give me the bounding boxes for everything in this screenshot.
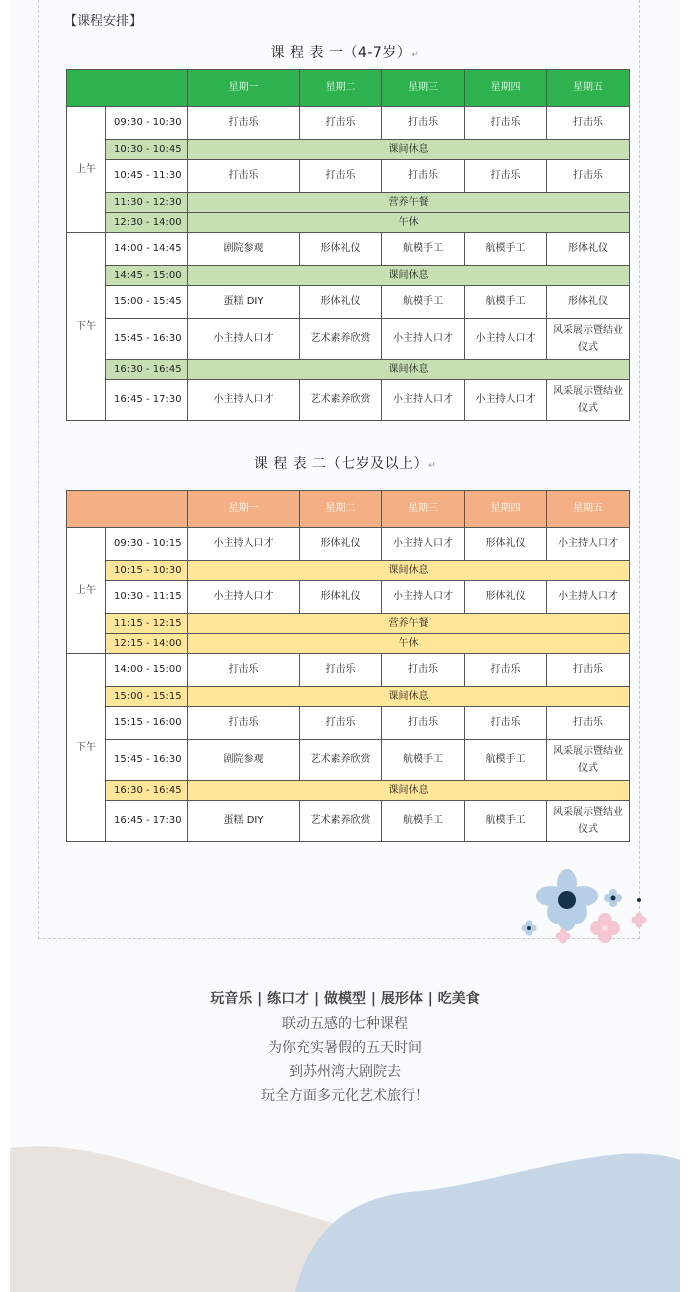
slogan-line-1: 联动五感的七种课程: [282, 1016, 408, 1032]
break-row: [67, 561, 630, 581]
course-cell: 小主持人口才: [465, 319, 547, 360]
weekday-header: 星期二: [300, 70, 382, 107]
time-cell: 15:45 - 16:30: [106, 740, 188, 781]
course-cell: 打击乐: [465, 107, 547, 140]
course-cell: 航模手工: [465, 233, 547, 266]
break-cell: 课间休息: [188, 561, 630, 581]
return-mark-icon: ↵: [428, 461, 437, 471]
time-cell: 14:00 - 15:00: [106, 654, 188, 687]
course-cell: 打击乐: [382, 707, 465, 740]
table1-title-text: 课 程 表 一（4-7岁）: [270, 45, 412, 61]
break-cell: 课间休息: [188, 781, 630, 801]
weekday-header: 星期三: [382, 70, 465, 107]
time-cell: 15:15 - 16:00: [106, 707, 188, 740]
break-row: [67, 140, 630, 160]
time-cell: 14:45 - 15:00: [106, 266, 188, 286]
course-cell: 打击乐: [382, 160, 465, 193]
table-row: [67, 160, 630, 193]
course-cell: 形体礼仪: [300, 581, 382, 614]
course-cell: 打击乐: [547, 707, 630, 740]
time-cell: 14:00 - 14:45: [106, 233, 188, 266]
break-cell: 营养午餐: [188, 614, 630, 634]
weekday-header: 星期二: [300, 491, 382, 528]
course-cell: 小主持人口才: [382, 380, 465, 421]
time-cell: 16:30 - 16:45: [106, 781, 188, 801]
break-row: [67, 266, 630, 286]
course-cell: 形体礼仪: [300, 286, 382, 319]
course-cell: 打击乐: [465, 160, 547, 193]
break-row: [67, 193, 630, 213]
table-row: [67, 319, 630, 360]
course-cell: 蛋糕 DIY: [188, 801, 300, 842]
weekday-header: 星期一: [188, 70, 300, 107]
return-mark-icon: ↵: [411, 50, 420, 60]
schedule-table-2: [66, 490, 630, 842]
course-cell: 打击乐: [382, 654, 465, 687]
time-cell: 12:30 - 14:00: [106, 213, 188, 233]
course-cell: 风采展示暨结业仪式: [547, 801, 630, 842]
course-cell: 航模手工: [465, 740, 547, 781]
weekday-header: 星期五: [547, 70, 630, 107]
weekday-header: 星期三: [382, 491, 465, 528]
table-row: [67, 233, 630, 266]
course-cell: 蛋糕 DIY: [188, 286, 300, 319]
time-cell: 10:45 - 11:30: [106, 160, 188, 193]
course-cell: 打击乐: [300, 707, 382, 740]
schedule-table-1: [66, 69, 630, 421]
table-row: [67, 528, 630, 561]
break-cell: 课间休息: [188, 687, 630, 707]
break-row: [67, 213, 630, 233]
course-cell: 艺术素养欣赏: [300, 380, 382, 421]
break-row: [67, 360, 630, 380]
course-cell: 打击乐: [465, 707, 547, 740]
course-cell: 打击乐: [188, 107, 300, 140]
course-cell: 形体礼仪: [465, 581, 547, 614]
course-cell: 艺术素养欣赏: [300, 740, 382, 781]
course-cell: 打击乐: [547, 107, 630, 140]
course-cell: 小主持人口才: [465, 380, 547, 421]
course-cell: 艺术素养欣赏: [300, 801, 382, 842]
slogan-headline: 玩音乐 | 练口才 | 做模型 | 展形体 | 吃美食: [210, 991, 480, 1007]
course-cell: 打击乐: [300, 160, 382, 193]
course-cell: 小主持人口才: [547, 581, 630, 614]
course-cell: 打击乐: [382, 107, 465, 140]
weekday-header: 星期五: [547, 491, 630, 528]
course-cell: 小主持人口才: [382, 319, 465, 360]
break-row: [67, 634, 630, 654]
wave-decoration: [10, 1120, 680, 1292]
course-cell: 风采展示暨结业仪式: [547, 380, 630, 421]
course-cell: 打击乐: [188, 654, 300, 687]
table1-title: [0, 42, 690, 62]
section-label: 【课程安排】: [64, 14, 143, 29]
slogan-line-2: 为你充实暑假的五天时间: [268, 1040, 422, 1056]
course-cell: 打击乐: [188, 707, 300, 740]
break-cell: 课间休息: [188, 140, 630, 160]
course-cell: 打击乐: [465, 654, 547, 687]
course-cell: 航模手工: [382, 286, 465, 319]
table-row: [67, 107, 630, 140]
time-cell: 12:15 - 14:00: [106, 634, 188, 654]
course-cell: 小主持人口才: [188, 380, 300, 421]
course-cell: 小主持人口才: [188, 319, 300, 360]
header-corner-cell: [67, 70, 188, 107]
time-cell: 16:45 - 17:30: [106, 380, 188, 421]
table2-title: [0, 453, 690, 473]
course-cell: 小主持人口才: [188, 581, 300, 614]
course-cell: 打击乐: [300, 654, 382, 687]
time-cell: 15:45 - 16:30: [106, 319, 188, 360]
course-cell: 小主持人口才: [547, 528, 630, 561]
time-cell: 16:30 - 16:45: [106, 360, 188, 380]
course-cell: 航模手工: [382, 801, 465, 842]
time-cell: 11:15 - 12:15: [106, 614, 188, 634]
course-cell: 小主持人口才: [382, 528, 465, 561]
header-row: [67, 70, 630, 107]
break-row: [67, 614, 630, 634]
break-cell: 营养午餐: [188, 193, 630, 213]
table-row: [67, 380, 630, 421]
break-cell: 午休: [188, 634, 630, 654]
slogan-line-4: 玩全方面多元化艺术旅行！: [261, 1088, 429, 1104]
course-cell: 小主持人口才: [382, 581, 465, 614]
header-row: [67, 491, 630, 528]
table-row: [67, 654, 630, 687]
time-cell: 15:00 - 15:15: [106, 687, 188, 707]
weekday-header: 星期一: [188, 491, 300, 528]
break-cell: 课间休息: [188, 360, 630, 380]
course-cell: 风采展示暨结业仪式: [547, 740, 630, 781]
course-cell: 航模手工: [465, 801, 547, 842]
break-row: [67, 781, 630, 801]
course-cell: 打击乐: [188, 160, 300, 193]
slogan-line-3: 到苏州湾大剧院去: [289, 1064, 401, 1080]
break-cell: 午休: [188, 213, 630, 233]
course-cell: 航模手工: [465, 286, 547, 319]
break-row: [67, 687, 630, 707]
time-cell: 10:30 - 11:15: [106, 581, 188, 614]
time-cell: 16:45 - 17:30: [106, 801, 188, 842]
header-corner-cell: [67, 491, 188, 528]
course-cell: 艺术素养欣赏: [300, 319, 382, 360]
morning-period-label: 上午: [67, 107, 106, 233]
course-cell: 剧院参观: [188, 740, 300, 781]
table-row: [67, 707, 630, 740]
course-cell: 航模手工: [382, 740, 465, 781]
table2-title-text: 课 程 表 二（七岁及以上）: [253, 456, 429, 472]
course-cell: 形体礼仪: [547, 233, 630, 266]
weekday-header: 星期四: [465, 491, 547, 528]
table-row: [67, 286, 630, 319]
table-row: [67, 581, 630, 614]
course-cell: 打击乐: [300, 107, 382, 140]
break-cell: 课间休息: [188, 266, 630, 286]
weekday-header: 星期四: [465, 70, 547, 107]
course-cell: 风采展示暨结业仪式: [547, 319, 630, 360]
afternoon-period-label: 下午: [67, 233, 106, 421]
flower-decoration-icon: [515, 868, 655, 948]
table-row: [67, 740, 630, 781]
time-cell: 11:30 - 12:30: [106, 193, 188, 213]
time-cell: 10:30 - 10:45: [106, 140, 188, 160]
course-cell: 形体礼仪: [465, 528, 547, 561]
course-cell: 剧院参观: [188, 233, 300, 266]
time-cell: 10:15 - 10:30: [106, 561, 188, 581]
afternoon-period-label: 下午: [67, 654, 106, 842]
time-cell: 15:00 - 15:45: [106, 286, 188, 319]
course-cell: 航模手工: [382, 233, 465, 266]
table-row: [67, 801, 630, 842]
course-cell: 形体礼仪: [300, 233, 382, 266]
course-cell: 打击乐: [547, 160, 630, 193]
course-cell: 形体礼仪: [300, 528, 382, 561]
course-cell: 小主持人口才: [188, 528, 300, 561]
time-cell: 09:30 - 10:15: [106, 528, 188, 561]
morning-period-label: 上午: [67, 528, 106, 654]
course-cell: 打击乐: [547, 654, 630, 687]
course-cell: 形体礼仪: [547, 286, 630, 319]
time-cell: 09:30 - 10:30: [106, 107, 188, 140]
